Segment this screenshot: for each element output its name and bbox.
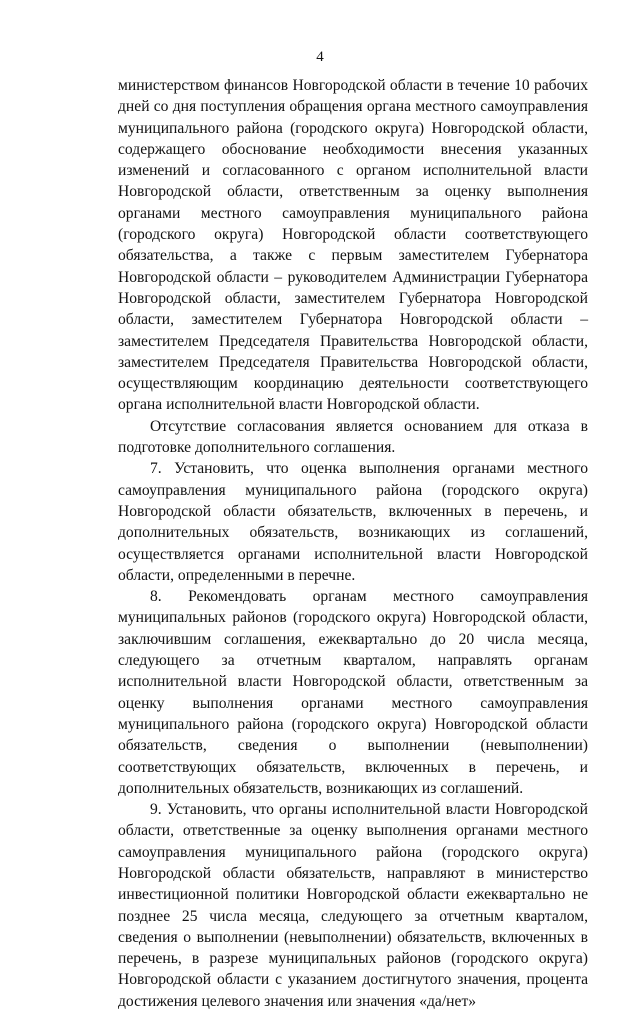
paragraph-continuation: министерством финансов Новгородской области в течение 10 рабочих дней со дня поступления обращения органа местного самоуправления муниципального района (городского округа) Новгородской области, содержащего обоснование необходимости внесения указанных изменений и согласованного с органом исполнительной власти Новгородской области, ответственным за оценку выполнения органами местного самоуправления муниципального района (городского округа) Новгородской области соответствующего обязательства, а также с первым заместителем Губернатора Новгородской области – руководителем Администрации Губернатора Новгородской области, заместителем Губернатора Новгородской области, заместителем Губернатора Новгородской области – заместителем Председателя Правительства Новгородской области, заместителем Председателя Правительства Новгородской области, осуществляющим координацию деятельности соответствующего органа исполнительной власти Новгородской области. (118, 77, 588, 414)
paragraph-item-7: 7. Установить, что оценка выполнения органами местного самоуправления муниципального района (городского округа) Новгородской области обязательств, включенных в перечень, и дополнительных обязательств, возникающих из соглашений, осуществляется органами исполнительной власти Новгородской области, определенными в перечне. (118, 460, 588, 584)
document-body (118, 75, 588, 1012)
paragraph-absence-of-approval: Отсутствие согласования является основанием для отказа в подготовке дополнительного соглашения. (118, 417, 588, 457)
paragraph-item-9: 9. Установить, что органы исполнительной власти Новгородской области, ответственные за оценку выполнения органами местного самоуправления муниципального района (городского округа) Новгородской области обязательств, направляют в министерство инвестиционной политики Новгородской области ежеквартально не позднее 25 числа месяца, следующего за отчетным кварталом, сведения о выполнении (невыполнении) обязательств, включенных в перечень, в разрезе муниципальных районов (городского округа) Новгородской области с указанием достигнутого значения, процента достижения целевого значения или значения «да/нет» (118, 801, 588, 1010)
paragraph-item-8: 8. Рекомендовать органам местного самоуправления муниципальных районов (городского округа) Новгородской области, заключившим соглашения, ежеквартально до 20 числа месяца, следующего за отчетным кварталом, направлять органам исполнительной власти Новгородской области, ответственным за оценку выполнения органами местного самоуправления муниципального района (городского округа) Новгородской области обязательств, сведения о выполнении (невыполнении) соответствующих обязательств, включенных в перечень, и дополнительных обязательств, возникающих из соглашений. (118, 588, 588, 797)
page-number: 4 (316, 49, 324, 65)
